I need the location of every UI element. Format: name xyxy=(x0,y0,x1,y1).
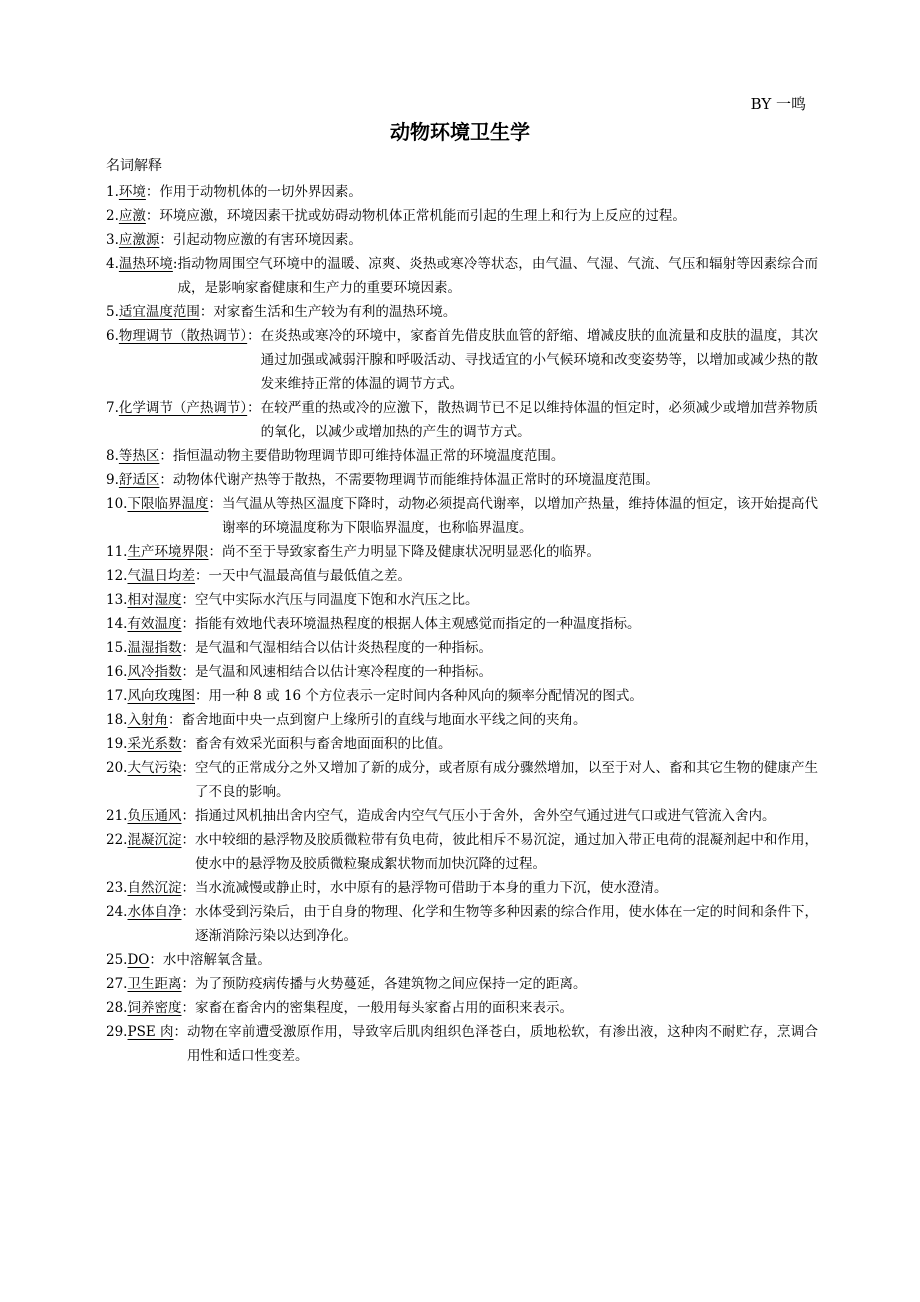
entry-separator: ： xyxy=(167,712,182,728)
entry-number: 21. xyxy=(106,808,128,824)
entry-separator: ： xyxy=(181,880,195,896)
entry-lead xyxy=(106,900,195,948)
entry-number: 25. xyxy=(106,952,128,968)
entry-lead xyxy=(106,180,159,204)
entry-separator: : xyxy=(172,256,178,272)
definition-entry xyxy=(106,804,818,828)
entry-number: 13. xyxy=(106,592,128,608)
definition-entry xyxy=(106,444,818,468)
entry-lead xyxy=(106,228,173,252)
entry-lead xyxy=(106,1020,187,1068)
entry-separator: ： xyxy=(181,616,195,632)
entry-lead xyxy=(106,660,195,684)
entry-term: DO xyxy=(127,952,150,968)
entry-number: 12. xyxy=(106,568,128,584)
entry-number: 27. xyxy=(106,976,128,992)
entry-separator: ： xyxy=(247,400,261,416)
entry-term: 温湿指数 xyxy=(127,640,182,656)
entry-lead xyxy=(106,804,195,828)
entry-separator: ： xyxy=(145,184,160,200)
entry-definition: 环境应激，环境因素干扰或妨碍动物机体正常机能而引起的生理上和行为上反应的过程。 xyxy=(159,208,686,224)
entry-definition: 对家畜生活和生产较为有利的温热环境。 xyxy=(213,304,457,320)
entry-number: 15. xyxy=(106,640,128,656)
definition-entry xyxy=(106,396,818,444)
entry-definition: 空气中实际水汽压与同温度下饱和水汽压之比。 xyxy=(194,592,479,608)
entry-definition: 指能有效地代表环境温热程度的根据人体主观感觉而指定的一种温度指标。 xyxy=(194,616,641,632)
entry-number: 11. xyxy=(106,544,128,560)
entry-number: 28. xyxy=(106,1000,128,1016)
entry-lead xyxy=(106,636,195,660)
author-credit: BY 一鸣 xyxy=(750,95,806,113)
section-heading: 名词解释 xyxy=(106,158,162,174)
definition-entry xyxy=(106,660,818,684)
entry-definition: 在较严重的热或冷的应激下，散热调节已不足以维持体温的恒定时，必须减少或增加营养物质的氧化，以减少或增加热的产生的调节方式。 xyxy=(260,400,818,440)
entry-term: 风冷指数 xyxy=(127,664,182,680)
entry-definition: 畜舍地面中央一点到窗户上缘所引的直线与地面水平线之间的夹角。 xyxy=(181,712,587,728)
entry-lead xyxy=(106,324,261,396)
definition-entry xyxy=(106,732,818,756)
definition-entry xyxy=(106,564,818,588)
entry-term: 舒适区 xyxy=(118,472,160,488)
entry-lead xyxy=(106,948,163,972)
entry-number: 10. xyxy=(106,496,128,512)
entry-lead xyxy=(106,876,195,900)
entry-separator: ： xyxy=(194,568,209,584)
entry-lead xyxy=(106,588,195,612)
entry-lead xyxy=(106,612,195,636)
entry-separator: ： xyxy=(159,232,173,248)
definition-entry xyxy=(106,228,818,252)
entry-definition: 为了预防疫病传播与火势蔓延，各建筑物之间应保持一定的距离。 xyxy=(194,976,587,992)
definition-entry xyxy=(106,324,818,396)
entry-lead xyxy=(106,564,208,588)
entry-number: 7. xyxy=(106,400,119,416)
entry-number: 14. xyxy=(106,616,128,632)
entry-separator: ： xyxy=(194,688,209,704)
entry-lead xyxy=(106,396,261,444)
entry-definition: 一天中气温最高值与最低值之差。 xyxy=(208,568,411,584)
entry-separator: ： xyxy=(145,208,160,224)
entry-separator: ： xyxy=(181,664,195,680)
entry-definition: 是气温和气湿相结合以估计炎热程度的一种指标。 xyxy=(194,640,492,656)
definition-list xyxy=(106,180,818,1068)
entry-definition: 作用于动物机体的一切外界因素。 xyxy=(159,184,362,200)
entry-separator: ： xyxy=(159,448,173,464)
entry-definition: 指通过风机抽出舍内空气，造成舍内空气气压小于舍外，舍外空气通过进气口或进气管流入舍内。 xyxy=(194,808,776,824)
entry-lead xyxy=(106,828,195,876)
entry-definition: 用一种 8 或 16 个方位表示一定时间内各种风向的频率分配情况的图式。 xyxy=(208,688,643,704)
entry-definition: 当水流减慢或静止时，水中原有的悬浮物可借助于本身的重力下沉，使水澄清。 xyxy=(194,880,668,896)
entry-lead xyxy=(106,972,195,996)
entry-separator: ： xyxy=(181,640,195,656)
definition-entry xyxy=(106,1020,818,1068)
entry-separator: ： xyxy=(181,976,195,992)
entry-number: 16. xyxy=(106,664,128,680)
definition-entry xyxy=(106,180,818,204)
entry-separator: ： xyxy=(208,544,222,560)
entry-lead xyxy=(106,996,195,1020)
entry-separator: ： xyxy=(181,592,195,608)
entry-term: 物理调节（散热调节） xyxy=(118,328,248,344)
entry-definition: 在炎热或寒冷的环境中，家畜首先借皮肤血管的舒缩、增减皮肤的血流量和皮肤的温度，其次通过加强或减弱汗腺和呼吸活动、寻找适宜的小气候环境和改变姿势等，以增加或减少热的散发来维持正常的体温的调节方式。 xyxy=(260,328,818,392)
definition-entry xyxy=(106,828,818,876)
entry-number: 8. xyxy=(106,448,119,464)
entry-lead xyxy=(106,204,159,228)
entry-term: 负压通风 xyxy=(127,808,182,824)
entry-lead xyxy=(106,540,222,564)
definition-entry xyxy=(106,900,818,948)
entry-lead xyxy=(106,684,208,708)
entry-definition: 水体受到污染后，由于自身的物理、化学和生物等多种因素的综合作用，使水体在一定的时间和条件下，逐渐消除污染以达到净化。 xyxy=(194,904,818,944)
entry-lead xyxy=(106,468,173,492)
entry-lead xyxy=(106,756,195,804)
entry-definition: 指恒温动物主要借助物理调节即可维持体温正常的环境温度范围。 xyxy=(172,448,565,464)
page-title: 动物环境卫生学 xyxy=(390,120,530,144)
entry-lead xyxy=(106,492,222,540)
entry-definition: 是气温和风速相结合以估计寒冷程度的一种指标。 xyxy=(194,664,492,680)
entry-term: 应激源 xyxy=(118,232,160,248)
entry-number: 4. xyxy=(106,256,119,272)
definition-entry xyxy=(106,204,818,228)
entry-definition: 指动物周围空气环境中的温暖、凉爽、炎热或寒冷等状态，由气温、气湿、气流、气压和辐射等因素综合而成，是影响家畜健康和生产力的重要环境因素。 xyxy=(177,256,818,296)
definition-entry xyxy=(106,300,818,324)
definition-entry xyxy=(106,876,818,900)
entry-definition: 尚不至于导致家畜生产力明显下降及健康状况明显恶化的临界。 xyxy=(221,544,600,560)
entry-lead xyxy=(106,708,181,732)
entry-definition: 空气的正常成分之外又增加了新的成分，或者原有成分骤然增加，以至于对人、畜和其它生物的健康产生了不良的影响。 xyxy=(194,760,818,800)
entry-separator: ： xyxy=(181,832,195,848)
definition-entry xyxy=(106,948,818,972)
entry-definition: 当气温从等热区温度下降时，动物必须提高代谢率，以增加产热量，维持体温的恒定，该开始提高代谢率的环境温度称为下限临界温度，也称临界温度。 xyxy=(221,496,818,536)
entry-separator: ： xyxy=(181,760,195,776)
entry-separator: ： xyxy=(247,328,261,344)
definition-entry xyxy=(106,996,818,1020)
entry-number: 23. xyxy=(106,880,128,896)
entry-number: 24. xyxy=(106,904,128,920)
entry-term: 风向玫瑰图 xyxy=(127,688,195,704)
entry-number: 17. xyxy=(106,688,128,704)
entry-definition: 动物体代谢产热等于散热，不需要物理调节而能维持体温正常时的环境温度范围。 xyxy=(172,472,659,488)
entry-term: 环境 xyxy=(118,184,146,200)
entry-number: 20. xyxy=(106,760,128,776)
entry-definition: 水中较细的悬浮物及胶质微粒带有负电荷，彼此相斥不易沉淀，通过加入带正电荷的混凝剂起中和作用，使水中的悬浮物及胶质微粒聚成絮状物而加快沉降的过程。 xyxy=(194,832,818,872)
definition-entry xyxy=(106,540,818,564)
entry-number: 5. xyxy=(106,304,119,320)
definition-entry xyxy=(106,492,818,540)
entry-lead xyxy=(106,732,195,756)
definition-entry xyxy=(106,756,818,804)
entry-term: 适宜温度范围 xyxy=(118,304,200,320)
entry-term: 相对湿度 xyxy=(127,592,182,608)
entry-separator: ： xyxy=(199,304,214,320)
entry-number: 3. xyxy=(106,232,119,248)
entry-term: 混凝沉淀 xyxy=(127,832,182,848)
definition-entry xyxy=(106,588,818,612)
entry-number: 6. xyxy=(106,328,119,344)
definition-entry xyxy=(106,612,818,636)
entry-term: 大气污染 xyxy=(127,760,182,776)
entry-term: 等热区 xyxy=(118,448,160,464)
entry-separator: ： xyxy=(173,1024,187,1040)
definition-entry xyxy=(106,252,818,300)
entry-separator: ： xyxy=(181,736,195,752)
entry-number: 2. xyxy=(106,208,119,224)
entry-separator: ： xyxy=(208,496,222,512)
definition-entry xyxy=(106,708,818,732)
entry-lead xyxy=(106,252,177,300)
entry-number: 22. xyxy=(106,832,128,848)
entry-definition: 家畜在畜舍内的密集程度，一般用每头家畜占用的面积来表示。 xyxy=(194,1000,573,1016)
entry-term: 应激 xyxy=(118,208,146,224)
entry-definition: 畜舍有效采光面积与畜舍地面面积的比值。 xyxy=(194,736,452,752)
entry-number: 18. xyxy=(106,712,128,728)
entry-term: 入射角 xyxy=(127,712,168,728)
entry-number: 1. xyxy=(106,184,119,200)
definition-entry xyxy=(106,972,818,996)
entry-term: 温热环境 xyxy=(118,256,173,272)
entry-term: 有效温度 xyxy=(127,616,182,632)
definition-entry xyxy=(106,636,818,660)
entry-term: 化学调节（产热调节） xyxy=(118,400,248,416)
entry-term: 饲养密度 xyxy=(127,1000,182,1016)
entry-term: 自然沉淀 xyxy=(127,880,182,896)
entry-separator: ： xyxy=(181,1000,195,1016)
entry-number: 9. xyxy=(106,472,119,488)
entry-term: PSE 肉 xyxy=(127,1024,174,1040)
entry-term: 水体自净 xyxy=(127,904,182,920)
entry-lead xyxy=(106,444,173,468)
entry-term: 下限临界温度 xyxy=(127,496,209,512)
entry-definition: 动物在宰前遭受激原作用，导致宰后肌肉组织色泽苍白，质地松软，有渗出液，这种肉不耐贮存，烹调合用性和适口性变差。 xyxy=(186,1024,818,1064)
entry-definition: 引起动物应激的有害环境因素。 xyxy=(172,232,362,248)
definition-entry xyxy=(106,684,818,708)
entry-separator: ： xyxy=(149,952,163,968)
entry-term: 采光系数 xyxy=(127,736,182,752)
entry-separator: ： xyxy=(181,808,195,824)
entry-term: 生产环境界限 xyxy=(127,544,209,560)
definition-entry xyxy=(106,468,818,492)
entry-term: 卫生距离 xyxy=(127,976,182,992)
entry-definition: 水中溶解氧含量。 xyxy=(162,952,271,968)
entry-number: 19. xyxy=(106,736,128,752)
entry-term: 气温日均差 xyxy=(127,568,195,584)
entry-separator: ： xyxy=(159,472,173,488)
entry-separator: ： xyxy=(181,904,195,920)
entry-number: 29. xyxy=(106,1024,128,1040)
entry-lead xyxy=(106,300,213,324)
